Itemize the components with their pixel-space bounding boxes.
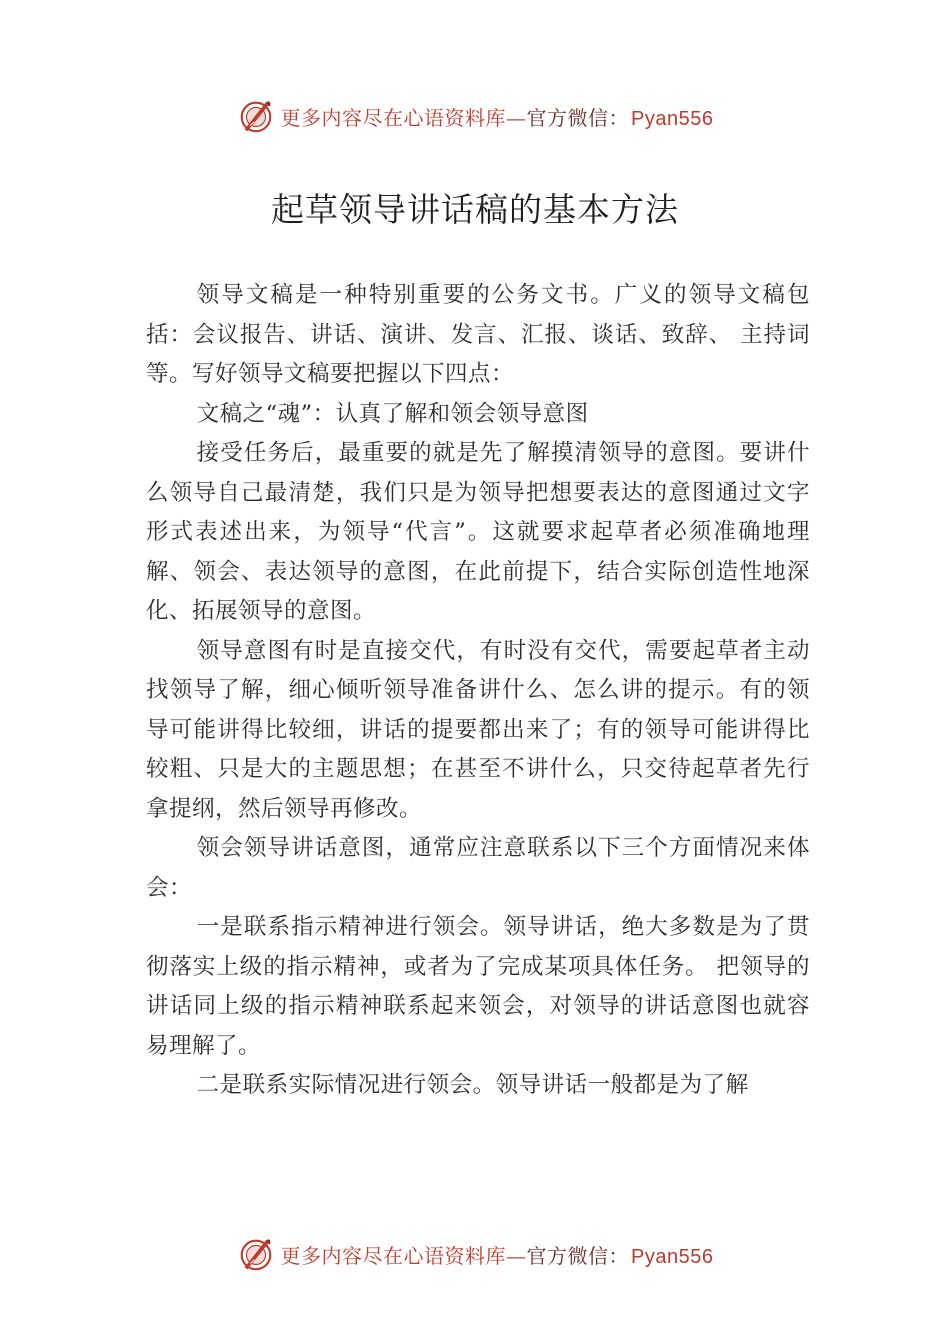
paragraph: 领导文稿是一种特别重要的公务文书。广义的领导文稿包括：会议报告、讲话、演讲、发言、汇报、谈话、致辞、 主持词等。写好领导文稿要把握以下四点： xyxy=(146,282,810,387)
quill-seal-logo-icon xyxy=(237,97,275,135)
paragraph: 领导意图有时是直接交代，有时没有交代，需要起草者主动找领导了解，细心倾听领导准备讲什么、怎么讲的提示。有的领导可能讲得比较细，讲话的提要都出来了；有的领导可能讲得比较粗、只是大的主题思想；在甚至不讲什么，只交待起草者先行拿提纲，然后领导再修改。 xyxy=(146,637,810,822)
paragraph: 一是联系指示精神进行领会。领导讲话，绝大多数是为了贯彻落实上级的指示精神，或者为了完成某项具体任务。 把领导的讲话同上级的指示精神联系起来领会，对领导的讲话意图也就容易理解了。 xyxy=(146,914,810,1059)
paragraph: 二是联系实际情况进行领会。领导讲话一般都是为了解 xyxy=(196,1072,749,1098)
banner-dash: — xyxy=(506,1243,527,1268)
banner-lead-text: 更多内容尽在心语资料库 xyxy=(280,1243,507,1268)
paragraph: 接受任务后，最重要的就是先了解摸清领导的意图。要讲什么领导自己最清楚，我们只是为领导把想要表达的意图通过文字形式表述出来，为领导“代言”。这就要求起草者必须准确地理解、领会、表达领导的意图，在此前提下，结合实际创造性地深化、拓展领导的意图。 xyxy=(146,440,810,624)
quill-seal-logo-icon xyxy=(237,1235,275,1273)
paragraph: 领会领导讲话意图，通常应注意联系以下三个方面情况来体会： xyxy=(146,835,810,901)
section-heading: 文稿之“魂”：认真了解和领会领导意图 xyxy=(196,400,589,427)
banner-wechat-id: Pyan556 xyxy=(631,1245,714,1268)
banner-tail-text: 官方微信： xyxy=(526,1243,630,1268)
banner-lead-text: 更多内容尽在心语资料库 xyxy=(280,105,507,130)
header-banner xyxy=(0,94,950,138)
header-banner-text xyxy=(281,102,714,131)
document-title: 起草领导讲话稿的基本方法 xyxy=(271,190,679,229)
footer-banner-text xyxy=(281,1240,714,1269)
banner-wechat-id: Pyan556 xyxy=(631,107,714,130)
document-body xyxy=(146,276,810,1106)
footer-banner xyxy=(0,1232,950,1276)
banner-tail-text: 官方微信： xyxy=(526,105,630,130)
banner-dash: — xyxy=(506,105,527,130)
